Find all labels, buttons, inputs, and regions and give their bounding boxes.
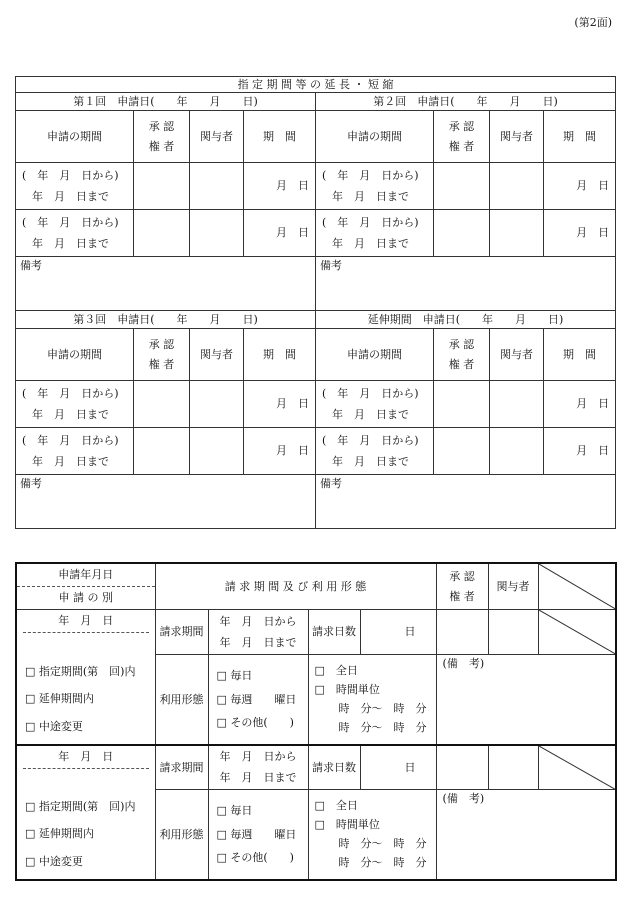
section-header: 第１回 申請日( 年 月 日)	[16, 93, 316, 111]
col-duration: 期 間	[244, 329, 316, 381]
duration-cell[interactable]: 月 日	[544, 163, 616, 210]
remarks-cell[interactable]: 備考	[16, 257, 316, 311]
col-related: 関与者	[490, 111, 544, 163]
approver-cell[interactable]	[134, 428, 190, 475]
req-period-label: 請求期間	[155, 610, 208, 655]
remarks-cell[interactable]: 備考	[316, 475, 616, 529]
duration-cell[interactable]: 月 日	[244, 428, 316, 475]
col-period: 申請の期間	[316, 329, 434, 381]
date-cell[interactable]: 年 月 日	[16, 610, 155, 655]
period-cell[interactable]: ( 年 月 日から) 年 月 日まで	[316, 381, 434, 428]
approver-cell[interactable]	[434, 210, 490, 257]
approver-cell[interactable]	[134, 210, 190, 257]
header-usage: 請 求 期 間 及 び 利 用 形 態	[155, 563, 436, 610]
related-cell[interactable]	[488, 745, 538, 790]
usage-label: 利用形態	[155, 790, 208, 880]
usage-options[interactable]: □ 毎日 □ 毎週 曜日 □ その他( )	[208, 790, 308, 880]
related-cell[interactable]	[490, 381, 544, 428]
approver-cell[interactable]	[436, 610, 488, 655]
request-type-options[interactable]: □ 指定期間(第 回)内 □ 延伸期間内 □ 中途変更	[16, 655, 155, 745]
approver-cell[interactable]	[134, 381, 190, 428]
duration-cell[interactable]: 月 日	[244, 381, 316, 428]
section-header: 第３回 申請日( 年 月 日)	[16, 311, 316, 329]
table-title: 指 定 期 間 等 の 延 長 ・ 短 縮	[16, 77, 616, 93]
req-period-label: 請求期間	[155, 745, 208, 790]
col-approver: 承 認 権 者	[134, 111, 190, 163]
related-cell[interactable]	[490, 428, 544, 475]
usage-label: 利用形態	[155, 655, 208, 745]
related-cell[interactable]	[490, 163, 544, 210]
header-related: 関与者	[488, 563, 538, 610]
col-related: 関与者	[190, 111, 244, 163]
related-cell[interactable]	[190, 381, 244, 428]
approver-cell[interactable]	[436, 745, 488, 790]
period-cell[interactable]: ( 年 月 日から) 年 月 日まで	[16, 163, 134, 210]
related-cell[interactable]	[488, 610, 538, 655]
duration-cell[interactable]: 月 日	[544, 428, 616, 475]
period-cell[interactable]: ( 年 月 日から) 年 月 日まで	[316, 210, 434, 257]
period-cell[interactable]: ( 年 月 日から) 年 月 日まで	[16, 210, 134, 257]
req-period-value[interactable]: 年 月 日から 年 月 日まで	[208, 745, 308, 790]
col-period: 申請の期間	[16, 111, 134, 163]
col-related: 関与者	[190, 329, 244, 381]
col-period: 申請の期間	[316, 111, 434, 163]
section-header: 延伸期間 申請日( 年 月 日)	[316, 311, 616, 329]
related-cell[interactable]	[190, 163, 244, 210]
req-days-label: 請求日数	[308, 745, 360, 790]
duration-cell[interactable]: 月 日	[544, 381, 616, 428]
approver-cell[interactable]	[434, 163, 490, 210]
duration-cell[interactable]: 月 日	[244, 163, 316, 210]
duration-cell[interactable]: 月 日	[544, 210, 616, 257]
related-cell[interactable]	[190, 428, 244, 475]
col-duration: 期 間	[544, 329, 616, 381]
diagonal-cell	[538, 610, 616, 655]
req-period-value[interactable]: 年 月 日から 年 月 日まで	[208, 610, 308, 655]
req-days-label: 請求日数	[308, 610, 360, 655]
period-cell[interactable]: ( 年 月 日から) 年 月 日まで	[16, 428, 134, 475]
period-cell[interactable]: ( 年 月 日から) 年 月 日まで	[316, 428, 434, 475]
col-duration: 期 間	[544, 111, 616, 163]
usage-options[interactable]: □ 毎日 □ 毎週 曜日 □ その他( )	[208, 655, 308, 745]
date-cell[interactable]: 年 月 日	[16, 745, 155, 790]
duration-cell[interactable]: 月 日	[244, 210, 316, 257]
approver-cell[interactable]	[134, 163, 190, 210]
header-approver: 承 認 権 者	[436, 563, 488, 610]
extension-table	[15, 76, 616, 529]
col-period: 申請の期間	[16, 329, 134, 381]
section-header: 第２回 申請日( 年 月 日)	[316, 93, 616, 111]
diagonal-cell	[538, 563, 616, 610]
related-cell[interactable]	[190, 210, 244, 257]
req-days-value[interactable]: 日	[360, 610, 436, 655]
period-cell[interactable]: ( 年 月 日から) 年 月 日まで	[16, 381, 134, 428]
col-approver: 承 認 権 者	[134, 329, 190, 381]
col-duration: 期 間	[244, 111, 316, 163]
request-type-options[interactable]: □ 指定期間(第 回)内 □ 延伸期間内 □ 中途変更	[16, 790, 155, 880]
remarks-cell[interactable]: 備考	[16, 475, 316, 529]
note-cell[interactable]: (備 考)	[436, 655, 616, 745]
approver-cell[interactable]	[434, 428, 490, 475]
col-related: 関与者	[490, 329, 544, 381]
diagonal-cell	[538, 745, 616, 790]
remarks-cell[interactable]: 備考	[316, 257, 616, 311]
req-days-value[interactable]: 日	[360, 745, 436, 790]
time-options[interactable]: □ 全日 □ 時間単位 時 分～ 時 分 時 分～ 時 分	[308, 790, 436, 880]
col-approver: 承 認 権 者	[434, 329, 490, 381]
period-cell[interactable]: ( 年 月 日から) 年 月 日まで	[316, 163, 434, 210]
page-label: (第2面)	[574, 16, 612, 29]
header-date-type: 申請年月日 申 請 の 別	[16, 563, 155, 610]
related-cell[interactable]	[490, 210, 544, 257]
note-cell[interactable]: (備 考)	[436, 790, 616, 880]
col-approver: 承 認 権 者	[434, 111, 490, 163]
approver-cell[interactable]	[434, 381, 490, 428]
time-options[interactable]: □ 全日 □ 時間単位 時 分～ 時 分 時 分～ 時 分	[308, 655, 436, 745]
request-usage-table	[15, 562, 617, 881]
